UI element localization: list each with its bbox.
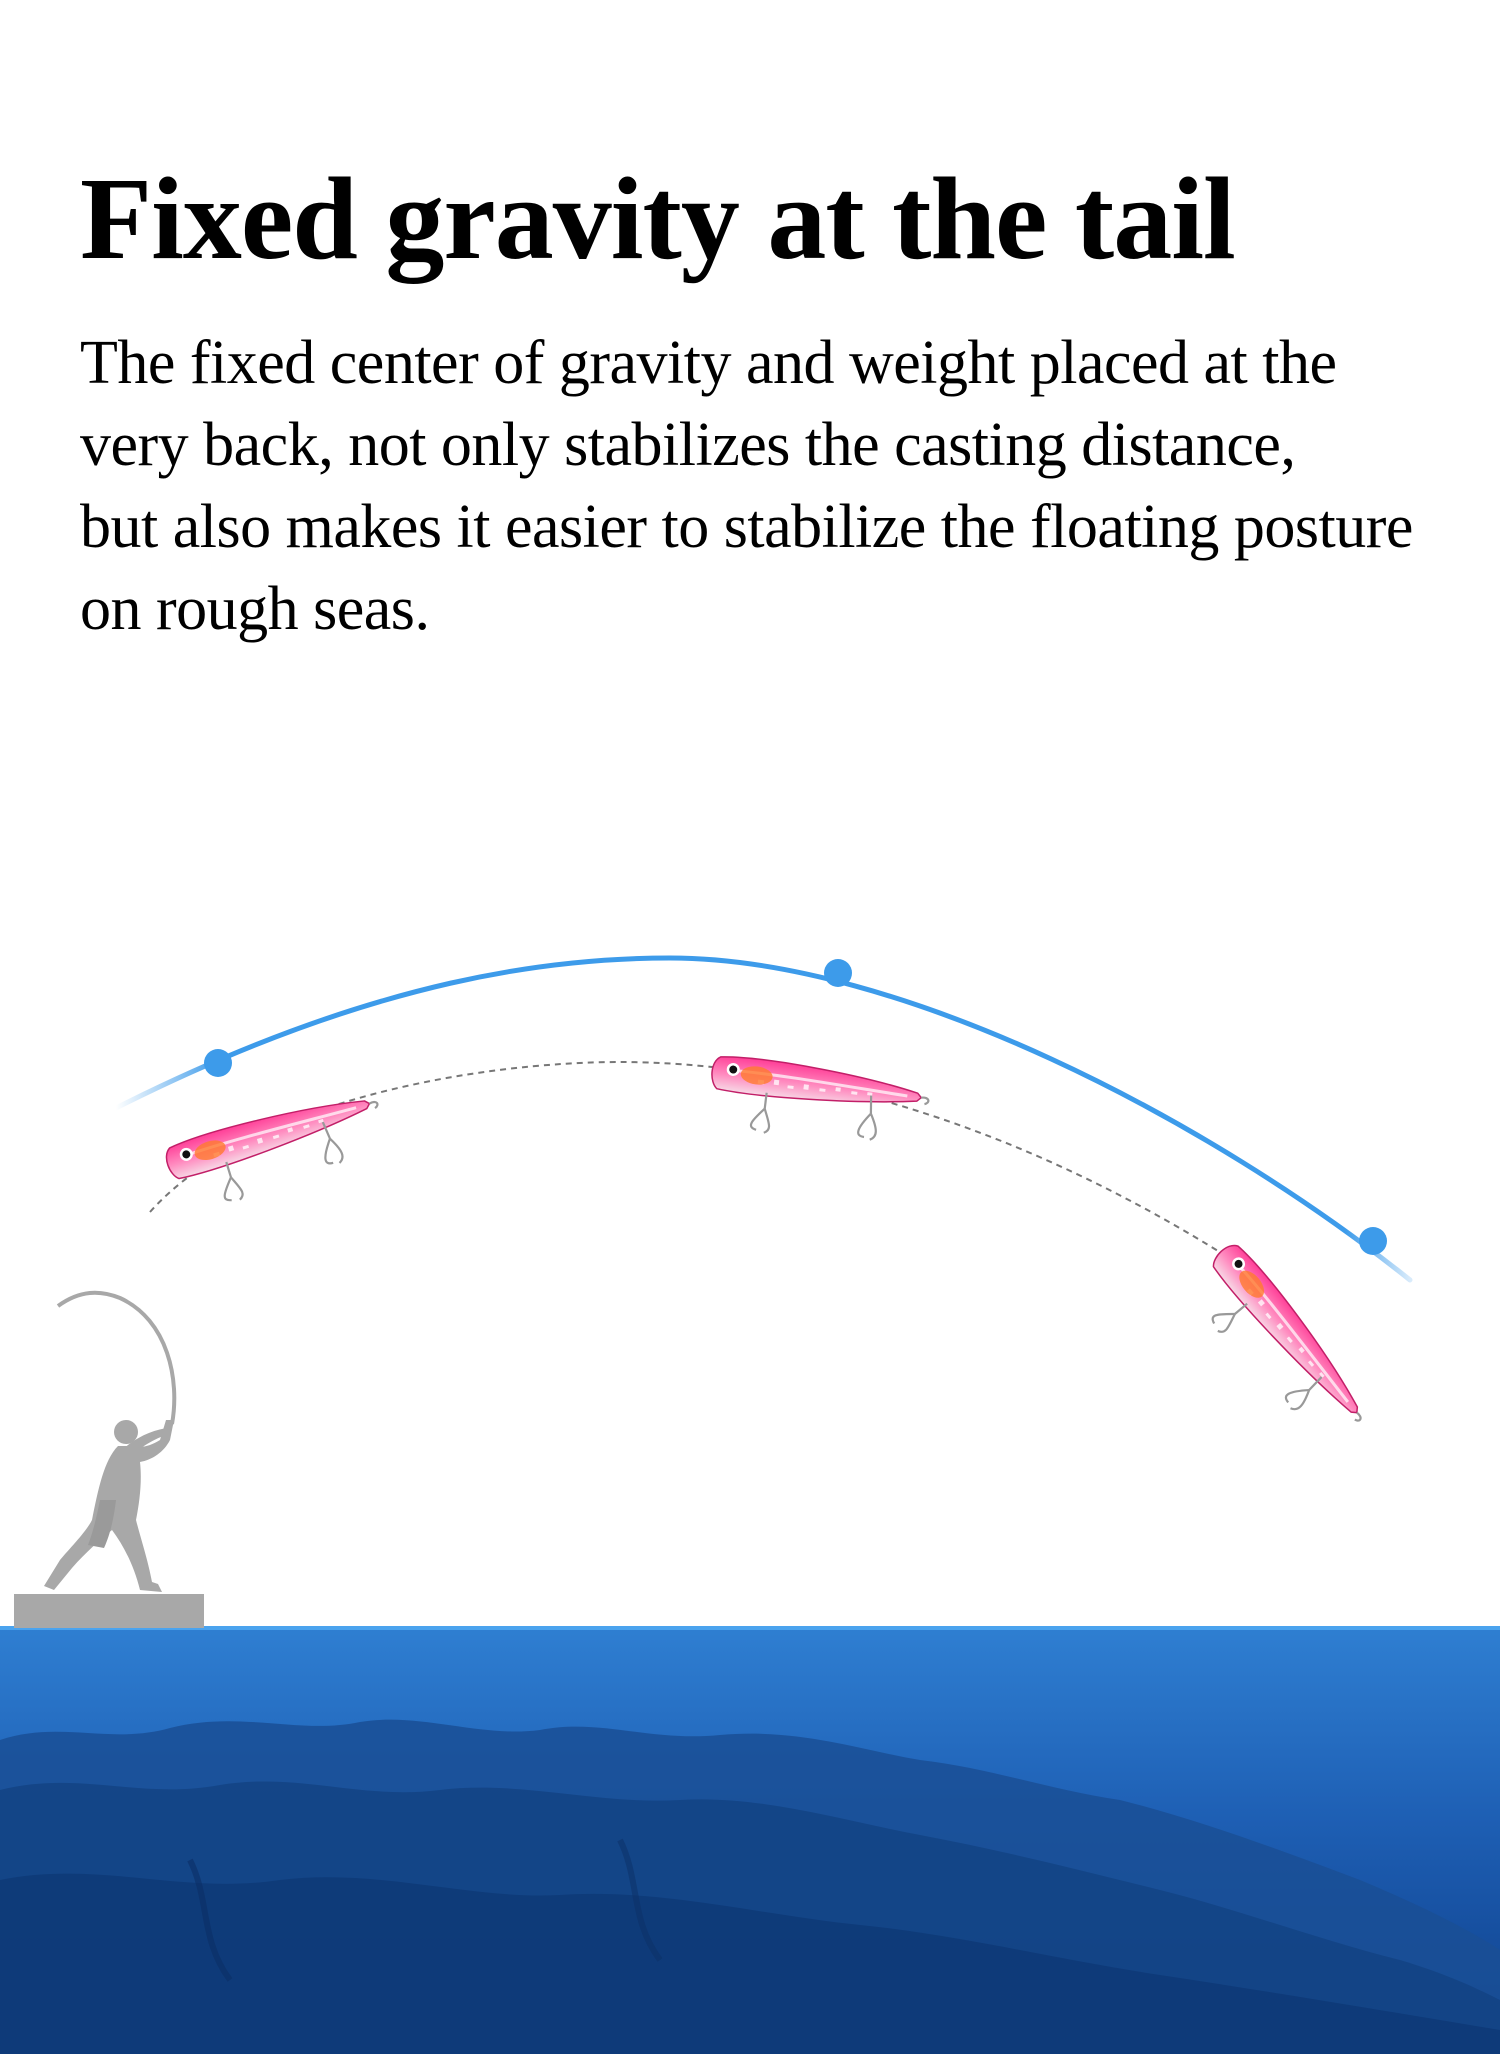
- water-surface: [0, 1626, 1500, 1630]
- lure-icon-launch: [163, 1084, 393, 1217]
- lure-icon-apex: [705, 1054, 930, 1152]
- angler-silhouette: [44, 1420, 174, 1592]
- platform: [14, 1594, 204, 1628]
- trajectory-marker-apex: [824, 959, 852, 987]
- page-title: Fixed gravity at the tail: [80, 153, 1235, 284]
- description-line-4: on rough seas.: [80, 575, 430, 643]
- trajectory-marker-start: [204, 1049, 232, 1077]
- lure-icon-descent: [1180, 1239, 1376, 1453]
- fishing-rod: [58, 1293, 174, 1424]
- description-line-3: but also makes it easier to stabilize the floating posture: [80, 493, 1413, 561]
- description-line-2: very back, not only stabilizes the casting distance,: [80, 411, 1296, 479]
- lure-flight-path: [150, 1062, 1245, 1268]
- trajectory-marker-end: [1359, 1227, 1387, 1255]
- description-line-1: The fixed center of gravity and weight placed at the: [80, 329, 1337, 397]
